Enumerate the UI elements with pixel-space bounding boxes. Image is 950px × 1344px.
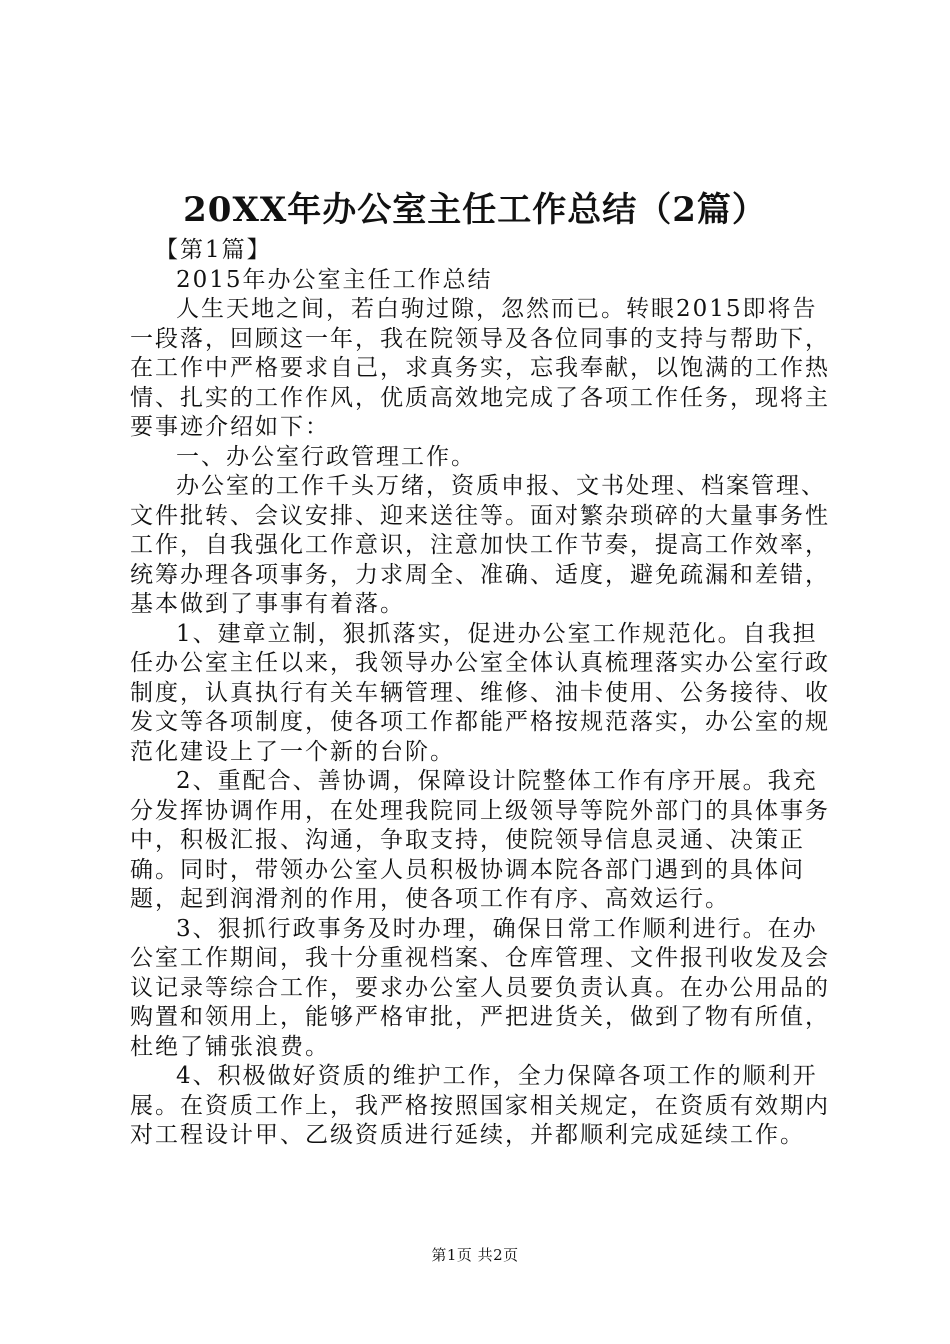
document-body [130, 236, 835, 1151]
document-title: 20XX年办公室主任工作总结（2篇） [183, 190, 767, 230]
section-label: 【第1篇】 [155, 237, 272, 263]
section-heading-admin: 一、办公室行政管理工作。 [176, 443, 476, 470]
paragraph-admin-overview: 办公室的工作千头万绪，资质申报、文书处理、档案管理、文件批转、会议安排、迎来送往等。面对繁杂琐碎的大量事务性工作，自我强化工作意识，注意加快工作节奏，提高工作效率，统筹办理各项事务，力求周全、准确、适度，避免疏漏和差错，基本做到了事事有着落。 [130, 473, 830, 617]
page-footer: 第1页 共2页 [431, 1246, 519, 1264]
paragraph-item-2: 2、重配合、善协调，保障设计院整体工作有序开展。我充分发挥协调作用，在处理我院同上级领导等院外部门的具体事务中，积极汇报、沟通，争取支持，使院领导信息灵通、决策正确。同时，带领办公室人员积极协调本院各部门遇到的具体问题，起到润滑剂的作用，使各项工作有序、高效运行。 [130, 768, 830, 912]
paragraph-item-1: 1、建章立制，狠抓落实，促进办公室工作规范化。自我担任办公室主任以来，我领导办公室全体认真梳理落实办公室行政制度，认真执行有关车辆管理、维修、油卡使用、公务接待、收发文等各项制度，使各项工作都能严格按规范落实，办公室的规范化建设上了一个新的台阶。 [130, 620, 830, 765]
article-subtitle: 2015年办公室主任工作总结 [176, 266, 493, 293]
paragraph-intro: 人生天地之间，若白驹过隙，忽然而已。转眼2015即将告一段落，回顾这一年，我在院领导及各位同事的支持与帮助下，在工作中严格要求自己，求真务实，忘我奉献，以饱满的工作热情、扎实的工作作风，优质高效地完成了各项工作任务，现将主要事迹介绍如下： [130, 296, 830, 440]
paragraph-item-4: 4、积极做好资质的维护工作，全力保障各项工作的顺利开展。在资质工作上，我严格按照国家相关规定，在资质有效期内对工程设计甲、乙级资质进行延续，并都顺利完成延续工作。 [130, 1063, 830, 1148]
paragraph-item-3: 3、狠抓行政事务及时办理，确保日常工作顺利进行。在办公室工作期间，我十分重视档案、仓库管理、文件报刊收发及会议记录等综合工作，要求办公室人员要负责认真。在办公用品的购置和领用上，能够严格审批，严把进货关，做到了物有所值，杜绝了铺张浪费。 [130, 915, 830, 1060]
